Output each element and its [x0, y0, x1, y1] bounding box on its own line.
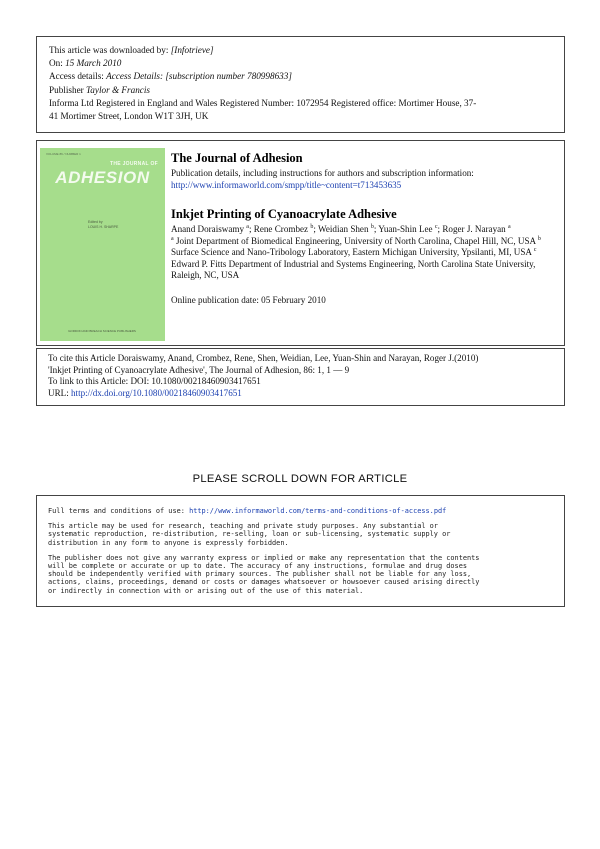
journal-title: The Journal of Adhesion — [171, 151, 303, 165]
author-affil-sup: a — [246, 223, 249, 230]
citation-line-2: 'Inkjet Printing of Cyanoacrylate Adhesive', The Journal of Adhesion, 86: 1, 1 — 9 — [48, 364, 350, 375]
download-date-label: On: — [49, 58, 66, 69]
terms-paragraph-1 — [48, 522, 553, 547]
terms-p2-line: The publisher does not give any warranty express or implied or make any representation that the contents — [48, 553, 480, 562]
terms-p1-line: distribution in any form to anyone is expressly forbidden. — [48, 538, 289, 547]
author-separator: ; — [373, 224, 379, 234]
article-info-box — [36, 140, 565, 346]
terms-paragraph-2 — [48, 554, 553, 595]
terms-p1-line: This article may be used for research, teaching and private study purposes. Any substantial or — [48, 522, 438, 531]
article-title: Inkjet Printing of Cyanoacrylate Adhesive — [171, 207, 397, 221]
author-name: Anand Doraiswamy — [171, 224, 244, 234]
author-name: Roger J. Narayan — [442, 224, 506, 234]
publisher-value: Taylor & Francis — [86, 84, 150, 95]
cover-the-journal-of: THE JOURNAL OF — [110, 161, 158, 167]
affiliation-a-b — [171, 236, 561, 248]
terms-url-link[interactable]: http://www.informaworld.com/terms-and-conditions-of-access.pdf — [189, 507, 447, 515]
downloaded-by-line — [49, 44, 552, 57]
citation-text: Doraiswamy, Anand, Crombez, Rene, Shen, Weidian, Lee, Yuan-Shin and Narayan, Roger J.(2010) — [115, 353, 479, 363]
affiliation-b: Surface Science and Nano-Tribology Laboratory, Eastern Michigan University, Ypsilanti, MI, USA — [171, 247, 534, 257]
journal-url-link[interactable]: http://www.informaworld.com/smpp/title~content=t713453635 — [171, 179, 402, 190]
journal-cover-image — [40, 148, 165, 341]
author-affil-sup: a — [508, 223, 511, 230]
download-info-box — [36, 36, 565, 133]
registration-line-1: Informa Ltd Registered in England and Wales Registered Number: 1072954 Registered office: Mortimer House, 37- — [49, 97, 477, 108]
terms-box — [36, 495, 565, 607]
cover-publisher: GORDON AND BREACH SCIENCE PUBLISHERS — [68, 329, 136, 333]
cover-editor-name: LOUIS H. SHARPE — [88, 225, 119, 229]
affiliation-c-line-1: Edward P. Fitts Department of Industrial and Systems Engineering, North Carolina State University, — [171, 258, 536, 269]
journal-description: Publication details, including instructions for authors and subscription information: — [171, 168, 474, 178]
author-separator: ; — [313, 224, 318, 234]
url-line — [48, 388, 553, 400]
online-publication-date: Online publication date: 05 February 2010 — [171, 294, 326, 305]
terms-label: Full terms and conditions of use: — [48, 507, 190, 515]
terms-p1-line: systematic reproduction, re-distribution, re-selling, loan or sub-licensing, systematic supply or — [48, 530, 451, 539]
doi-url-link[interactable]: http://dx.doi.org/10.1080/00218460903417651 — [68, 387, 242, 398]
access-details-label: Access details: — [49, 71, 107, 82]
affiliation-c-line-2: Raleigh, NC, USA — [171, 270, 240, 280]
terms-p2-line: should be independently verified with primary sources. The publisher shall not be liable for any loss, — [48, 570, 472, 579]
affiliation-b-c — [171, 247, 561, 259]
author-affil-sup: b — [370, 223, 374, 230]
publisher-line — [49, 84, 552, 97]
affiliation-a: Joint Department of Biomedical Engineering, University of North Carolina, Chapel Hill, NC, USA — [173, 235, 538, 246]
author-separator: ; — [248, 224, 254, 234]
cover-volume-text: VOLUME 86 / NUMBER 1 — [46, 152, 81, 156]
author-separator: ; — [437, 224, 443, 234]
doi-value: 10.1080/00218460903417651 — [149, 376, 261, 386]
author-list — [171, 224, 561, 236]
cover-edited-by: Edited by — [88, 220, 103, 224]
citation-line-1 — [48, 353, 553, 365]
access-details-line — [49, 70, 552, 83]
scroll-down-notice: PLEASE SCROLL DOWN FOR ARTICLE — [192, 473, 408, 485]
terms-p2-line: actions, claims, proceedings, demand or costs or damages whatsoever or howsoever caused arising directly — [48, 578, 480, 587]
author-name: Yuan-Shin Lee — [378, 224, 433, 234]
publisher-label: Publisher — [49, 84, 87, 95]
author-name: Weidian Shen — [317, 224, 369, 234]
citation-box — [36, 348, 565, 406]
cite-label: To cite this Article — [48, 353, 116, 363]
terms-p2-line: will be complete or accurate or up to date. The accuracy of any instructions, formulae and drug doses — [48, 562, 467, 571]
affil-c-sup: c — [533, 246, 537, 253]
doi-line — [48, 376, 553, 388]
article-info — [171, 151, 561, 306]
download-date-value: 15 March 2010 — [65, 58, 122, 69]
affil-b-sup: b — [537, 235, 541, 242]
author-name: Rene Crombez — [253, 224, 309, 234]
downloaded-by-label: This article was downloaded by: — [49, 45, 171, 55]
author-affil-sup: c — [434, 223, 438, 230]
downloaded-by-value: [Infotrieve] — [170, 45, 214, 55]
doi-label: To link to this Article: DOI: — [48, 376, 150, 386]
author-affil-sup: b — [310, 223, 314, 230]
registration-line-2: 41 Mortimer Street, London W1T 3JH, UK — [49, 111, 209, 122]
terms-p2-line: or indirectly in connection with or arising out of the use of this material. — [48, 586, 364, 595]
cover-adhesion-logo: ADHESION — [55, 168, 150, 187]
cover-editor — [88, 220, 118, 230]
access-details-value: Access Details: [subscription number 780998633] — [106, 71, 292, 82]
download-date-line — [49, 57, 552, 70]
url-label: URL: — [48, 387, 69, 398]
terms-line — [48, 507, 553, 515]
affil-a-sup: a — [171, 235, 174, 242]
